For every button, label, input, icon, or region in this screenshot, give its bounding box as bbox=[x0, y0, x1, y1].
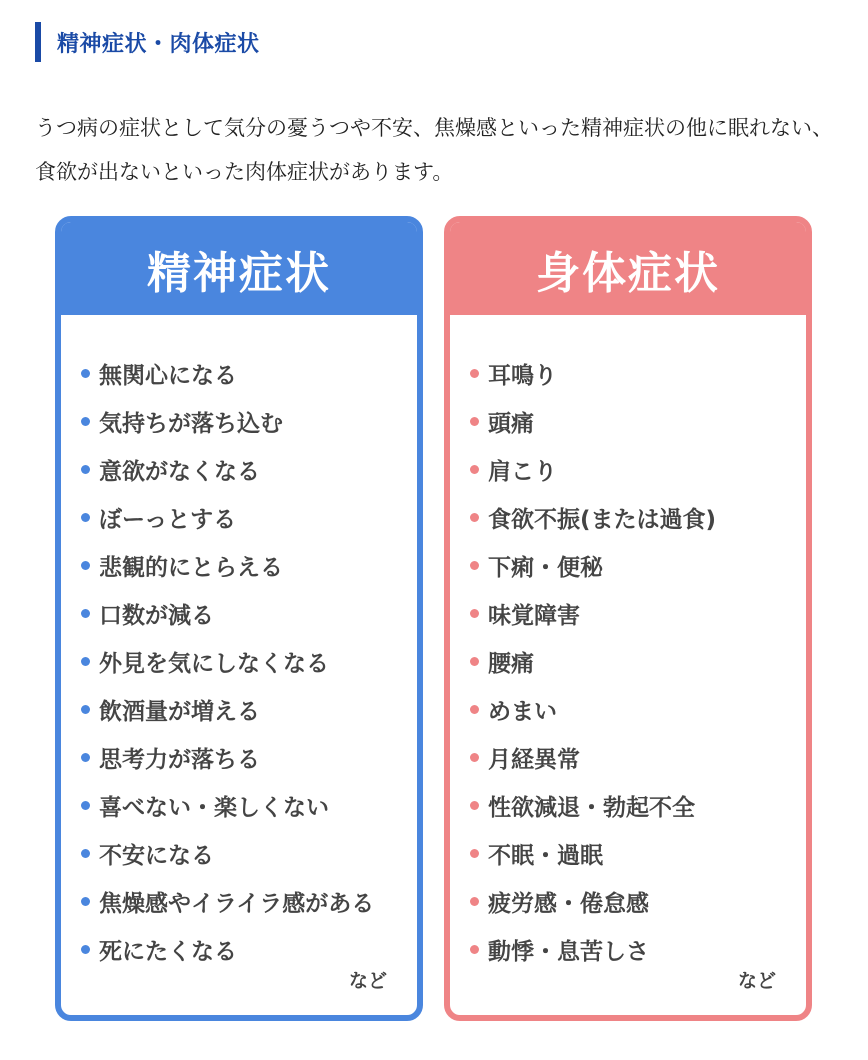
list-item-label: 飲酒量が増える bbox=[99, 698, 260, 725]
bullet-dot-icon bbox=[470, 849, 479, 858]
list-item bbox=[450, 637, 806, 685]
list-item bbox=[61, 781, 417, 829]
list-item bbox=[450, 589, 806, 637]
list-item-label: 耳鳴り bbox=[488, 362, 557, 389]
bullet-dot-icon bbox=[81, 561, 90, 570]
list-item-label: 喜べない・楽しくない bbox=[99, 794, 329, 821]
list-item-label: 食欲不振(または過食) bbox=[488, 506, 717, 533]
list-item bbox=[450, 541, 806, 589]
list-item-label: 思考力が落ちる bbox=[99, 746, 260, 773]
bullet-dot-icon bbox=[81, 417, 90, 426]
list-item-label: 肩こり bbox=[488, 458, 557, 485]
list-item-label: 意欲がなくなる bbox=[99, 458, 260, 485]
bullet-dot-icon bbox=[470, 945, 479, 954]
bullet-dot-icon bbox=[81, 705, 90, 714]
list-item bbox=[450, 349, 806, 397]
list-item bbox=[450, 733, 806, 781]
list-item bbox=[61, 877, 417, 925]
list-item bbox=[61, 397, 417, 445]
bullet-dot-icon bbox=[81, 801, 90, 810]
list-item bbox=[61, 685, 417, 733]
bullet-dot-icon bbox=[81, 753, 90, 762]
bullet-dot-icon bbox=[470, 657, 479, 666]
list-item bbox=[450, 781, 806, 829]
list-item-label: 頭痛 bbox=[488, 410, 534, 437]
bullet-dot-icon bbox=[470, 801, 479, 810]
list-item bbox=[61, 589, 417, 637]
list-item bbox=[61, 349, 417, 397]
list-item-label: 性欲減退・勃起不全 bbox=[488, 794, 695, 821]
list-item bbox=[450, 397, 806, 445]
list-item bbox=[450, 493, 806, 541]
bullet-dot-icon bbox=[470, 561, 479, 570]
mental-etc-note: など bbox=[348, 970, 387, 992]
list-item-label: 動悸・息苦しさ bbox=[488, 938, 649, 965]
bullet-dot-icon bbox=[81, 945, 90, 954]
bullet-dot-icon bbox=[470, 897, 479, 906]
list-item bbox=[61, 541, 417, 589]
physical-symptoms-card bbox=[444, 216, 812, 1021]
list-item-label: 無関心になる bbox=[99, 362, 237, 389]
mental-card-title: 精神症状 bbox=[61, 222, 417, 315]
list-item-label: 月経異常 bbox=[488, 746, 580, 773]
list-item bbox=[450, 445, 806, 493]
physical-etc-note: など bbox=[737, 970, 776, 992]
bullet-dot-icon bbox=[470, 609, 479, 618]
list-item-label: ぼーっとする bbox=[99, 506, 237, 533]
list-item bbox=[450, 829, 806, 877]
list-item-label: 不安になる bbox=[99, 842, 214, 869]
list-item-label: 味覚障害 bbox=[488, 602, 580, 629]
mental-symptoms-list bbox=[61, 315, 417, 973]
bullet-dot-icon bbox=[470, 465, 479, 474]
bullet-dot-icon bbox=[470, 417, 479, 426]
list-item bbox=[450, 685, 806, 733]
bullet-dot-icon bbox=[470, 753, 479, 762]
physical-card-title: 身体症状 bbox=[450, 222, 806, 315]
bullet-dot-icon bbox=[470, 705, 479, 714]
list-item bbox=[450, 877, 806, 925]
intro-paragraph: うつ病の症状として気分の憂うつや不安、焦燥感といった精神症状の他に眠れない、食欲が出ないといった肉体症状があります。 bbox=[35, 116, 833, 184]
list-item-label: 焦燥感やイライラ感がある bbox=[99, 890, 375, 917]
bullet-dot-icon bbox=[81, 849, 90, 858]
list-item-label: 死にたくなる bbox=[99, 938, 237, 965]
bullet-dot-icon bbox=[470, 369, 479, 378]
bullet-dot-icon bbox=[81, 657, 90, 666]
list-item-label: 腰痛 bbox=[488, 650, 534, 677]
list-item-label: めまい bbox=[488, 698, 557, 725]
physical-symptoms-list bbox=[450, 315, 806, 973]
list-item bbox=[61, 493, 417, 541]
list-item-label: 口数が減る bbox=[99, 602, 214, 629]
list-item-label: 外見を気にしなくなる bbox=[99, 650, 329, 677]
bullet-dot-icon bbox=[81, 465, 90, 474]
list-item bbox=[61, 733, 417, 781]
list-item bbox=[61, 829, 417, 877]
list-item bbox=[61, 637, 417, 685]
list-item-label: 気持ちが落ち込む bbox=[99, 410, 283, 437]
bullet-dot-icon bbox=[81, 513, 90, 522]
bullet-dot-icon bbox=[81, 897, 90, 906]
list-item bbox=[61, 445, 417, 493]
list-item-label: 下痢・便秘 bbox=[488, 554, 603, 581]
list-item-label: 悲観的にとらえる bbox=[99, 554, 283, 581]
bullet-dot-icon bbox=[81, 609, 90, 618]
list-item-label: 不眠・過眠 bbox=[488, 842, 603, 869]
mental-symptoms-card bbox=[55, 216, 423, 1021]
section-heading: 精神症状・肉体症状 bbox=[35, 22, 260, 62]
bullet-dot-icon bbox=[81, 369, 90, 378]
list-item-label: 疲労感・倦怠感 bbox=[488, 890, 649, 917]
bullet-dot-icon bbox=[470, 513, 479, 522]
